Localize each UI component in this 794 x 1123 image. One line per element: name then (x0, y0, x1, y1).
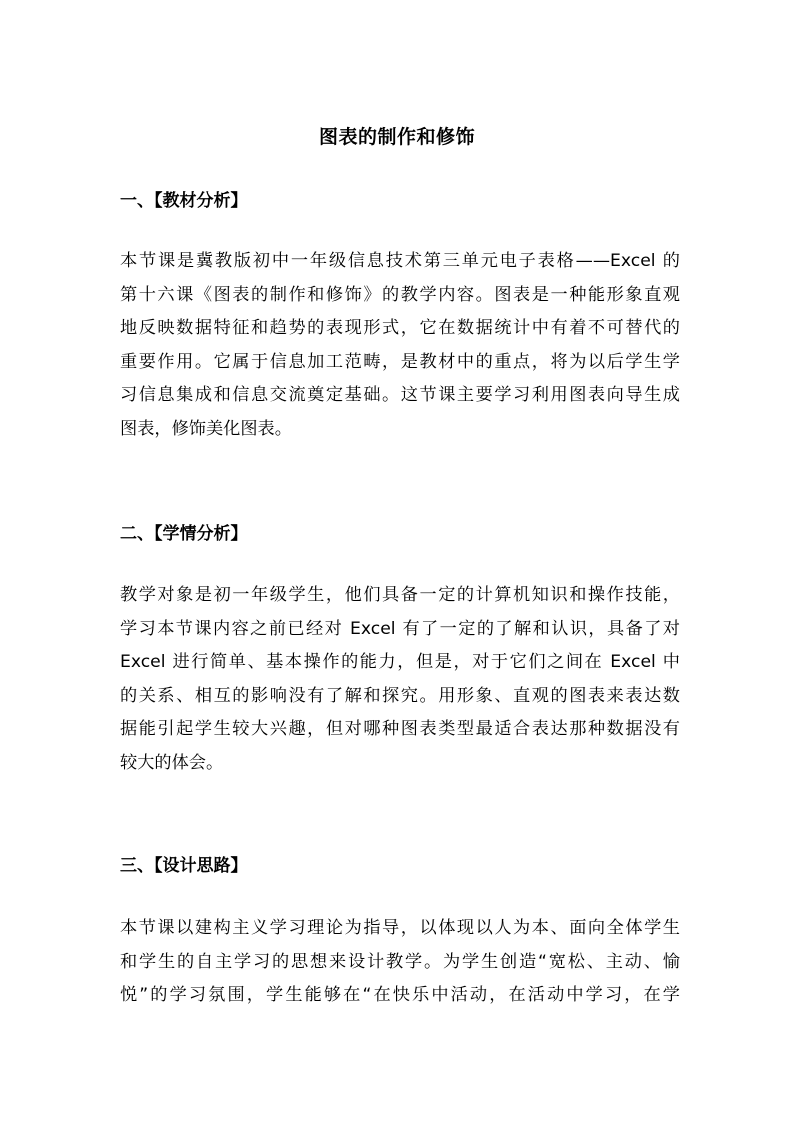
paragraph-line: 第十六课《图表的制作和修饰》的教学内容。图表是一种能形象直观 (120, 284, 680, 305)
paragraph-line: 悦”的学习氛围，学生能够在“在快乐中活动，在活动中学习，在学 (120, 985, 680, 1005)
section-paragraph-learner-analysis (120, 579, 680, 780)
paragraph-line: 图表，修饰美化图表。 (120, 418, 292, 439)
paragraph-line: 习信息集成和信息交流奠定基础。这节课主要学习利用图表向导生成 (120, 385, 680, 405)
paragraph-line: 的关系、相互的影响没有了解和探究。用形象、直观的图表来表达数 (120, 685, 680, 706)
paragraph-line: 本节课以建构主义学习理论为指导，以体现以人为本、面向全体学生 (120, 918, 680, 938)
section-paragraph-textbook-analysis (120, 245, 680, 446)
paragraph-line: Excel 进行简单、基本操作的能力，但是，对于它们之间在 Excel 中 (120, 652, 680, 672)
paragraph-line: 重要作用。它属于信息加工范畴，是教材中的重点，将为以后学生学 (120, 351, 680, 372)
paragraph-line: 教学对象是初一年级学生，他们具备一定的计算机知识和操作技能， (120, 585, 680, 605)
section-heading-textbook-analysis: 一、【教材分析】 (120, 191, 248, 211)
section-paragraph-design-approach (120, 912, 680, 1013)
paragraph-line: 较大的体会。 (120, 752, 224, 773)
section-heading-design-approach: 三、【设计思路】 (120, 856, 248, 876)
paragraph-line: 地反映数据特征和趋势的表现形式，它在数据统计中有着不可替代的 (120, 318, 680, 338)
paragraph-line: 和学生的自主学习的思想来设计教学。为学生创造“宽松、主动、愉 (120, 951, 680, 972)
section-heading-learner-analysis: 二、【学情分析】 (120, 524, 248, 544)
paragraph-line: 据能引起学生较大兴趣，但对哪种图表类型最适合表达那种数据没有 (120, 719, 680, 739)
paragraph-line: 本节课是冀教版初中一年级信息技术第三单元电子表格——Excel 的 (120, 251, 680, 271)
document-title: 图表的制作和修饰 (318, 126, 475, 148)
paragraph-line: 学习本节课内容之前已经对 Excel 有了一定的了解和认识，具备了对 (120, 618, 680, 639)
